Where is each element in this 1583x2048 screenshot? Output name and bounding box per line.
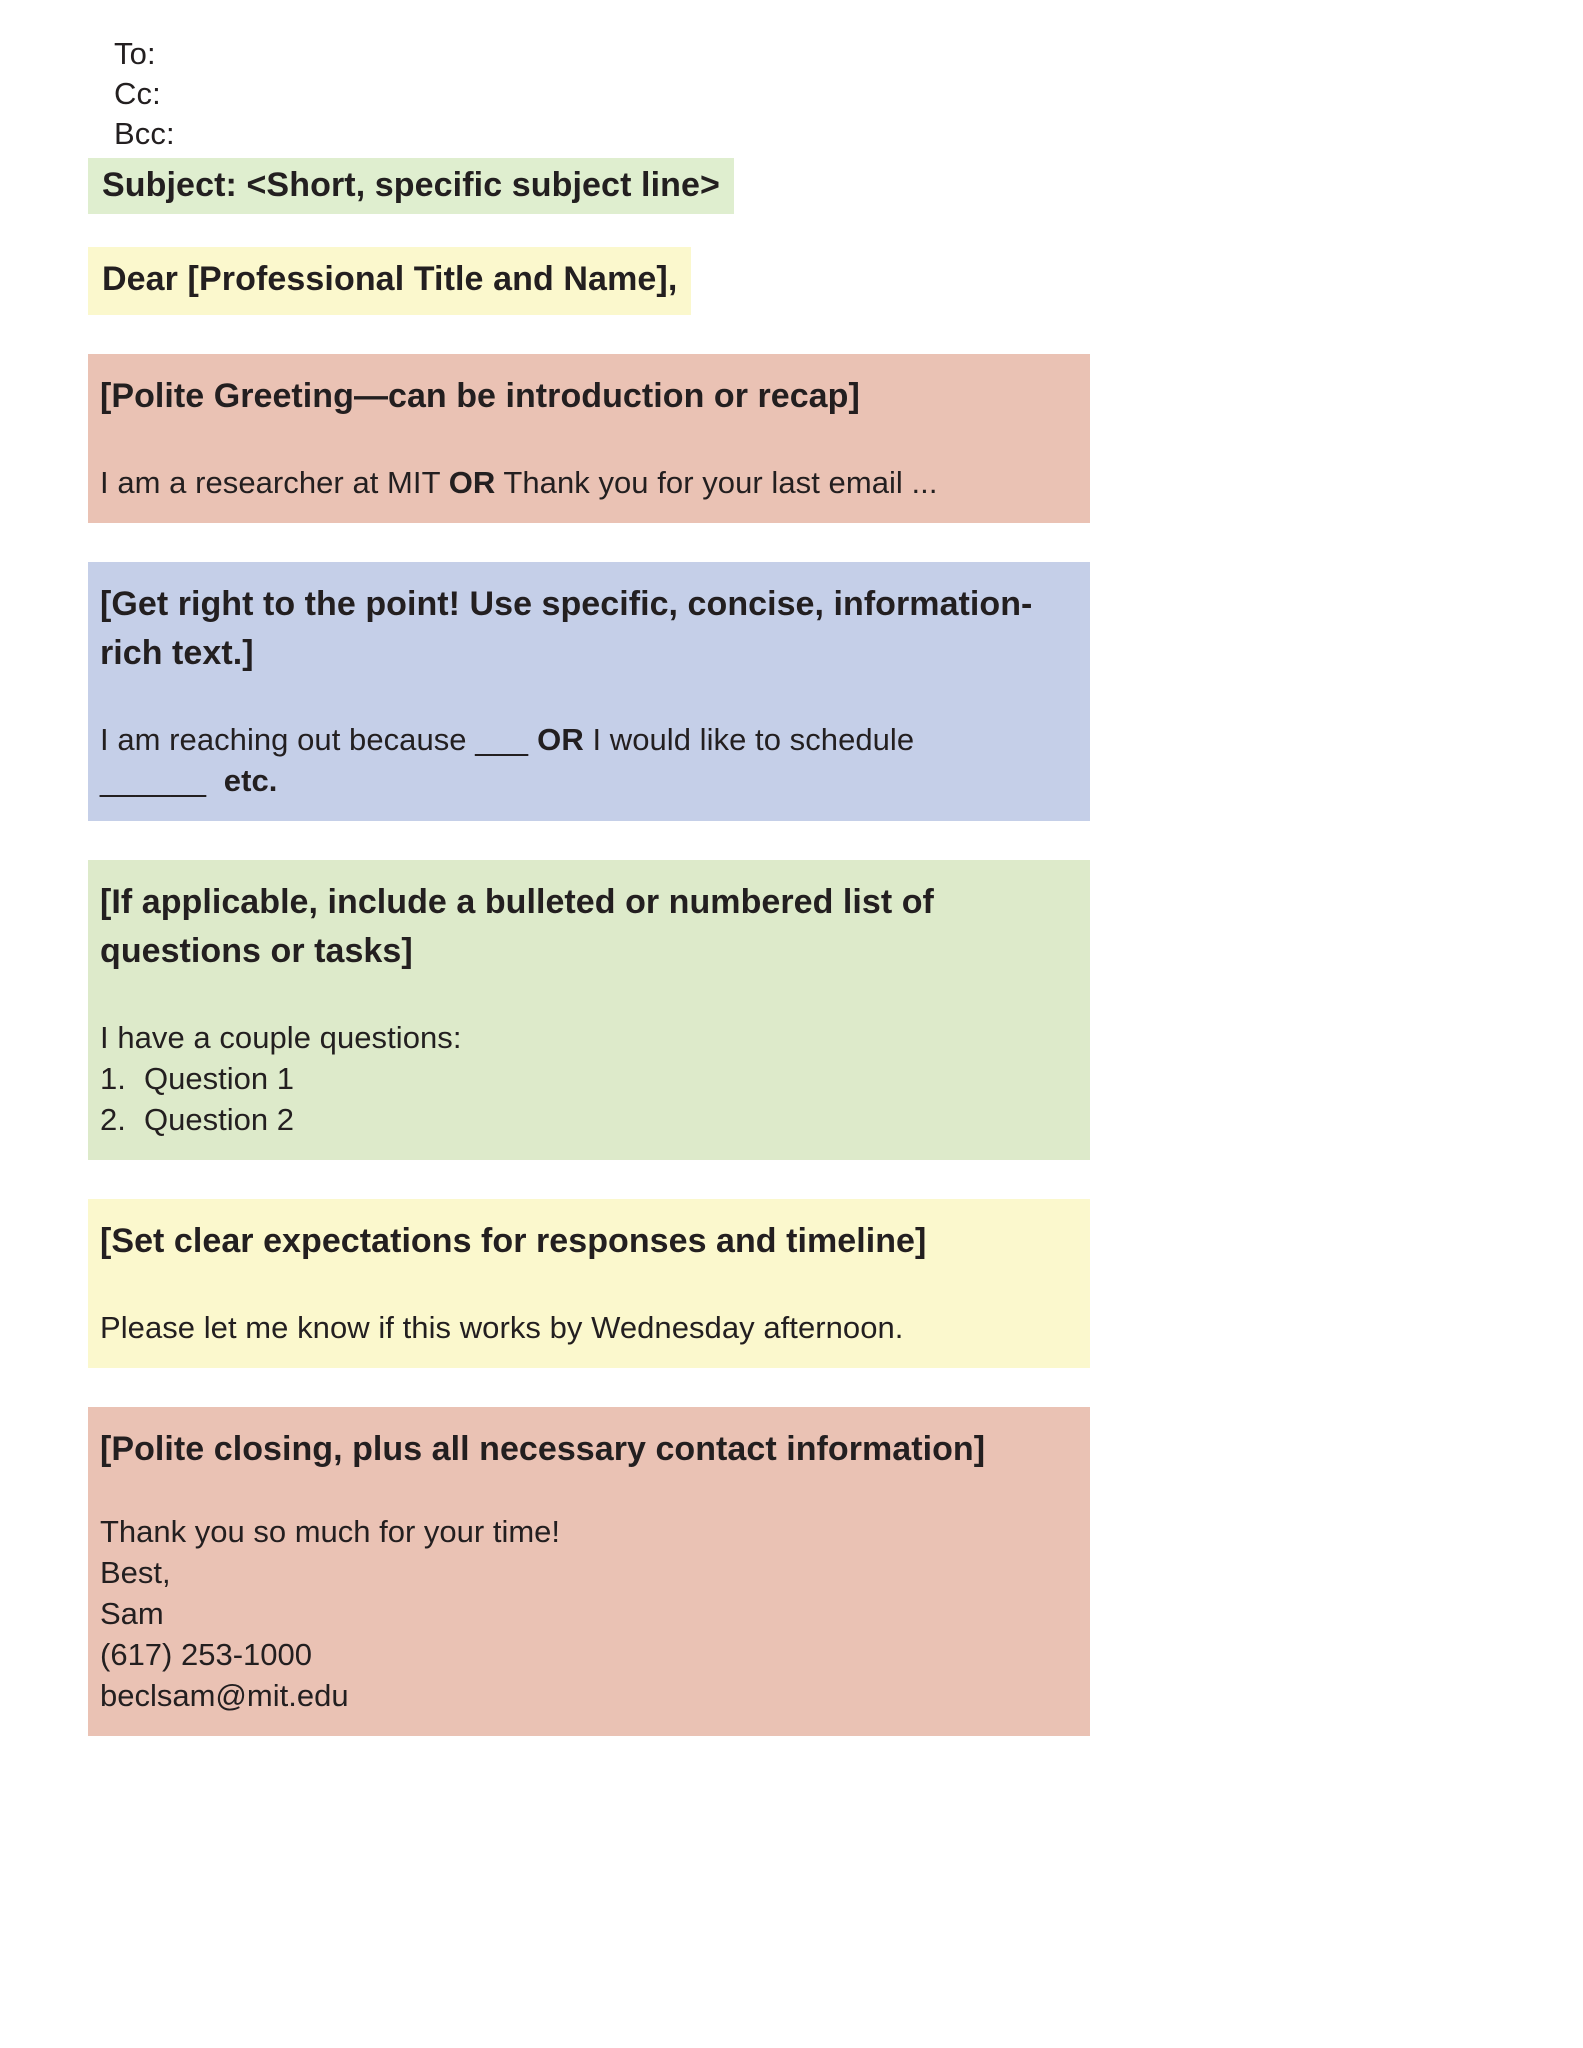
block-expectations [88, 1199, 1090, 1368]
body-space [529, 722, 538, 757]
block-spacer [100, 1266, 1078, 1307]
subject-row [88, 158, 1508, 214]
list-item-text: Question 2 [144, 1102, 294, 1137]
fill-in-blank-2: ______ [100, 763, 207, 798]
signature-email: beclsam@mit.edu [100, 1678, 349, 1713]
body-middle: I would like to schedule [583, 722, 915, 757]
signature-thanks: Thank you so much for your time! [100, 1514, 561, 1549]
greeting-row [88, 247, 1508, 315]
subject-line: Subject: <Short, specific subject line> [88, 158, 734, 214]
list-item [100, 1099, 1078, 1140]
block-questions-list-intro: I have a couple questions: [100, 1020, 462, 1055]
block-expectations-heading: [Set clear expectations for responses and timeline] [100, 1222, 927, 1260]
bcc-field-label: Bcc: [114, 116, 175, 151]
block-spacer [100, 421, 1078, 462]
email-template-content [88, 34, 1508, 1736]
block-polite-greeting-heading: [Polite Greeting—can be introduction or recap] [100, 377, 860, 415]
signature-closing: Best, [100, 1555, 171, 1590]
to-field-label: To: [114, 36, 156, 71]
or-connector: OR [448, 465, 496, 500]
body-prefix: I am a researcher at MIT [100, 465, 449, 500]
list-item-number: 1. [100, 1061, 126, 1096]
block-get-to-the-point [88, 562, 1090, 821]
email-address-fields [88, 34, 1508, 154]
etc-text: etc. [223, 763, 278, 798]
block-get-to-the-point-body [100, 719, 1078, 801]
cc-field-label: Cc: [114, 76, 161, 111]
body-space-2 [206, 763, 223, 798]
block-questions-list [88, 860, 1090, 1160]
block-spacer [100, 1474, 1078, 1511]
block-polite-greeting-body [100, 462, 1078, 503]
block-closing [88, 1407, 1090, 1736]
list-item [100, 1058, 1078, 1099]
fill-in-blank-1: ___ [475, 722, 529, 757]
block-get-to-the-point-heading: [Get right to the point! Use specific, concise, information-rich text.] [100, 585, 1033, 672]
body-prefix: I am reaching out because [100, 722, 476, 757]
block-questions-list-heading: [If applicable, include a bulleted or numbered list of questions or tasks] [100, 883, 934, 970]
signature-phone: (617) 253-1000 [100, 1637, 312, 1672]
list-item-text: Question 1 [144, 1061, 294, 1096]
body-suffix: Thank you for your last email ... [495, 465, 938, 500]
or-connector: OR [537, 722, 584, 757]
block-closing-heading: [Polite closing, plus all necessary contact information] [100, 1430, 986, 1468]
block-polite-greeting [88, 354, 1090, 523]
questions-numbered-list [100, 1058, 1078, 1140]
list-item-number: 2. [100, 1102, 126, 1137]
signature-name: Sam [100, 1596, 164, 1631]
block-spacer [100, 976, 1078, 1017]
greeting-line: Dear [Professional Title and Name], [88, 247, 691, 315]
block-spacer [100, 678, 1078, 719]
block-expectations-body: Please let me know if this works by Wednesday afternoon. [100, 1310, 904, 1345]
